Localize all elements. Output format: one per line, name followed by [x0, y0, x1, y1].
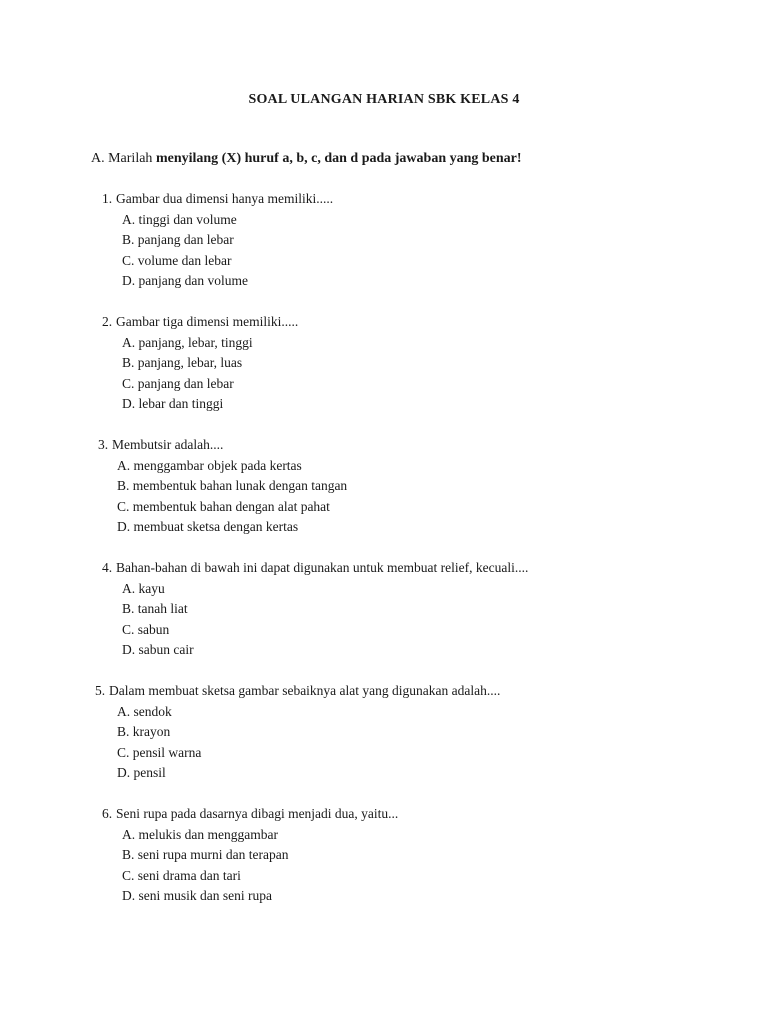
question-stem — [102, 312, 298, 333]
page-title: SOAL ULANGAN HARIAN SBK KELAS 4 — [248, 92, 520, 107]
option-b[interactable]: B. tanah liat — [122, 601, 188, 617]
option-list — [102, 210, 333, 292]
question-2 — [102, 312, 298, 415]
question-text: Gambar dua dimensi hanya memiliki..... — [116, 191, 334, 206]
option-d[interactable]: D. seni musik dan seni rupa — [122, 888, 272, 904]
option-a[interactable]: A. menggambar objek pada kertas — [117, 457, 302, 473]
question-stem — [98, 435, 347, 456]
option-c[interactable]: C. seni drama dan tari — [122, 867, 241, 883]
question-number: 1. — [102, 191, 113, 206]
question-stem — [95, 681, 500, 702]
option-a[interactable]: A. panjang, lebar, tinggi — [122, 334, 253, 350]
question-text: Dalam membuat sketsa gambar sebaiknya alat yang digunakan adalah.... — [109, 683, 501, 698]
option-d[interactable]: D. pensil — [117, 765, 166, 781]
option-c[interactable]: C. volume dan lebar — [122, 252, 232, 268]
option-list — [102, 333, 298, 415]
option-a[interactable]: A. melukis dan menggambar — [122, 826, 278, 842]
question-6 — [102, 804, 398, 907]
option-list — [95, 702, 500, 784]
option-list — [98, 456, 347, 538]
question-stem — [102, 558, 528, 579]
question-text: Membutsir adalah.... — [112, 437, 224, 452]
question-text: Seni rupa pada dasarnya dibagi menjadi dua, yaitu... — [116, 806, 399, 821]
option-c[interactable]: C. sabun — [122, 621, 170, 637]
question-text: Gambar tiga dimensi memiliki..... — [116, 314, 299, 329]
option-b[interactable]: B. panjang, lebar, luas — [122, 355, 243, 371]
option-list — [102, 825, 398, 907]
option-c[interactable]: C. membentuk bahan dengan alat pahat — [117, 498, 330, 514]
option-a[interactable]: A. tinggi dan volume — [122, 211, 237, 227]
option-c[interactable]: C. panjang dan lebar — [122, 375, 234, 391]
question-number: 6. — [102, 806, 113, 821]
option-d[interactable]: D. panjang dan volume — [122, 273, 248, 289]
question-5 — [95, 681, 500, 784]
instruction-bold-text: menyilang (X) huruf a, b, c, dan d pada jawaban yang benar! — [155, 151, 522, 166]
option-d[interactable]: D. lebar dan tinggi — [122, 396, 224, 412]
option-list — [102, 579, 528, 661]
option-b[interactable]: B. krayon — [117, 724, 171, 740]
option-a[interactable]: A. kayu — [122, 580, 165, 596]
question-1 — [102, 189, 333, 292]
option-b[interactable]: B. panjang dan lebar — [122, 232, 234, 248]
question-text: Bahan-bahan di bawah ini dapat digunakan untuk membuat relief, kecuali.... — [116, 560, 529, 575]
instruction — [91, 151, 522, 167]
option-b[interactable]: B. membentuk bahan lunak dengan tangan — [117, 478, 348, 494]
question-stem — [102, 804, 398, 825]
option-c[interactable]: C. pensil warna — [117, 744, 202, 760]
question-4 — [102, 558, 528, 661]
question-number: 4. — [102, 560, 113, 575]
option-b[interactable]: B. seni rupa murni dan terapan — [122, 847, 289, 863]
question-number: 5. — [95, 683, 106, 698]
option-a[interactable]: A. sendok — [117, 703, 172, 719]
instruction-prefix: A. Marilah — [91, 151, 156, 166]
option-d[interactable]: D. sabun cair — [122, 642, 194, 658]
question-number: 3. — [98, 437, 109, 452]
question-number: 2. — [102, 314, 113, 329]
question-stem — [102, 189, 333, 210]
option-d[interactable]: D. membuat sketsa dengan kertas — [117, 519, 299, 535]
question-3 — [98, 435, 347, 538]
